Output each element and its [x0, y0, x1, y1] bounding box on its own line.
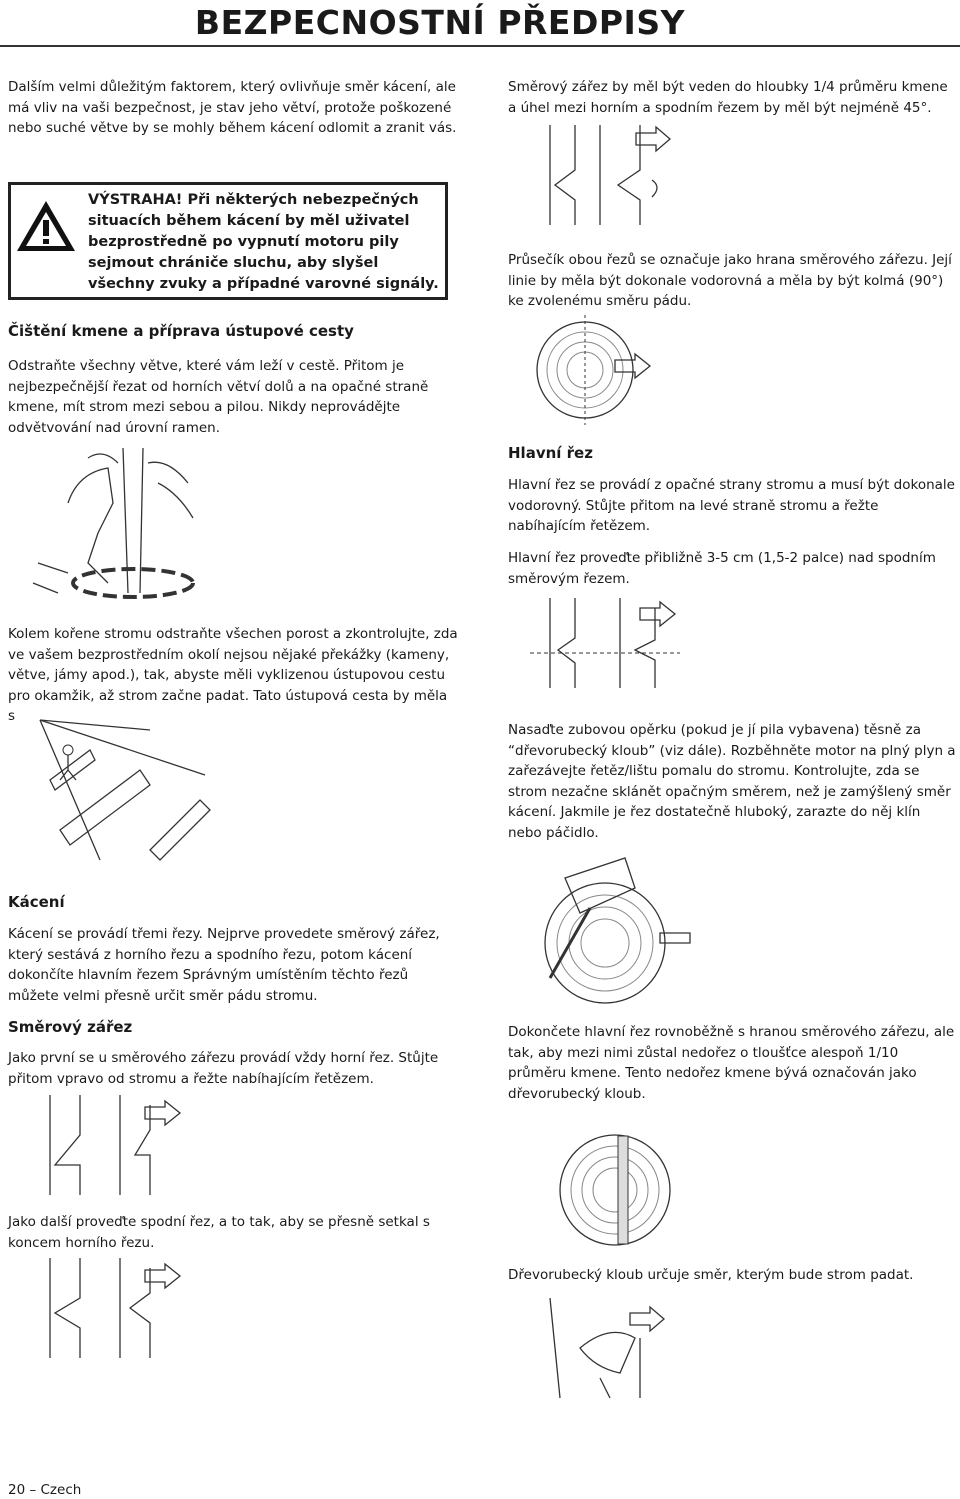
stump-rings-illustration — [530, 315, 670, 425]
notch-paragraph: Jako první se u směrového zářezu provádí vždy horní řez. Stůjte přitom vpravo od stromu a řežte nabíhajícím řetězem. — [8, 1050, 439, 1087]
title-rule — [0, 45, 960, 47]
clearing-heading: Čištění kmene a příprava ústupové cesty — [8, 322, 354, 340]
warning-icon — [14, 198, 78, 254]
page-title: BEZPECNOSTNÍ PŘEDPISY — [194, 3, 685, 42]
main-cut-illustration — [530, 598, 700, 698]
clearing-illustration — [28, 443, 198, 603]
spike-paragraph: Nasaďte zubovou opěrku (pokud je jí pila vybavena) těsně za “dřevorubecký kloub” (viz dále). Rozběhněte motor na plný plyn a zařezávejte řetěz/lištu pomalu do stromu. Kontrolujte, zda se strom nezačne sklánět opačným směrem, než je zamýšlený směr kácení. Jakmile je řez dostatečně hluboký, zarazte do něj klín nebo páčidlo. — [508, 722, 956, 841]
main-cut-heading: Hlavní řez — [508, 444, 593, 462]
notch-angle-illustration — [540, 125, 690, 235]
bottom-cut-illustration — [40, 1258, 200, 1368]
felling-paragraph: Kácení se provádí třemi řezy. Nejprve provedete směrový zářez, který sestává z horního řezu a spodního řezu, potom kácení dokončíte hlavním řezem Správným umístěním těchto řezů můžete velmi přesně určit směr pádu stromu. — [8, 926, 440, 1004]
hinge-paragraph: Dřevorubecký kloub určuje směr, kterým bude strom padat. — [508, 1267, 914, 1283]
escape-path-illustration — [30, 710, 230, 875]
root-paragraph: Kolem kořene stromu odstraňte všechen porost a zkontrolujte, zda ve vašem bezprostředním okolí nejsou nějaké překážky (kameny, větve, jámy apod.), tak, abyste měli vyklizenou ústupovou cestu pro okamžik, až strom začne padat. Tato ústupová cesta by měla s — [8, 626, 458, 724]
chainsaw-cut-illustration — [530, 848, 710, 1008]
depth-paragraph: Směrový zářez by měl být veden do hloubky 1/4 průměru kmene a úhel mezi horním a spodním řezem by měl být nejméně 45°. — [508, 79, 948, 116]
falling-tree-illustration — [540, 1298, 700, 1408]
notch-heading: Směrový zářez — [8, 1018, 133, 1036]
intersection-paragraph: Průsečík obou řezů se označuje jako hrana směrového zářezu. Její linie by měla být dokonale vodorovná a měla by být kolmá (90°) ke zvolenému směru pádu. — [508, 252, 952, 309]
top-cut-illustration — [40, 1095, 200, 1205]
finish-paragraph: Dokončete hlavní řez rovnoběžně s hranou směrového zářezu, ale tak, aby mezi nimi zůstal nedořez o tloušťce alespoň 1/10 průměru kmene. Tento nedořez kmene bývá označován jako dřevorubecký kloub. — [508, 1024, 955, 1102]
page-number: 20 – Czech — [8, 1482, 82, 1498]
bottom-cut-paragraph: Jako další proveďte spodní řez, a to tak, aby se přesně setkal s koncem horního řezu. — [8, 1214, 430, 1251]
warning-text: VÝSTRAHA! Při některých nebezpečných situacích během kácení by měl uživatel bezprostředně po vypnutí motoru pily sejmout chrániče sluchu, aby slyšel všechny zvuky a případné varovné signály. — [88, 192, 439, 292]
felling-heading: Kácení — [8, 893, 65, 911]
clearing-paragraph: Odstraňte všechny větve, které vám leží v cestě. Přitom je nejbezpečnější řezat od horních větví dolů a na opačné straně kmene, mít strom mezi sebou a pilou. Nikdy neprovádějte odvětvování nad úrovní ramen. — [8, 358, 429, 436]
main-cut-paragraph-2: Hlavní řez proveďte přibližně 3-5 cm (1,5-2 palce) nad spodním směrovým řezem. — [508, 550, 936, 587]
intro-paragraph: Dalším velmi důležitým faktorem, který ovlivňuje směr kácení, ale má vliv na vaši bezpečnost, je stav jeho větví, protože poškozené nebo suché větve by se mohly během kácení odlomit a zranit vás. — [8, 79, 457, 136]
hinge-rings-illustration — [530, 1128, 700, 1248]
main-cut-paragraph-1: Hlavní řez se provádí z opačné strany stromu a musí být dokonale vodorovný. Stůjte přitom na levé straně stromu a řežte nabíhajícím řetězem. — [508, 477, 955, 534]
